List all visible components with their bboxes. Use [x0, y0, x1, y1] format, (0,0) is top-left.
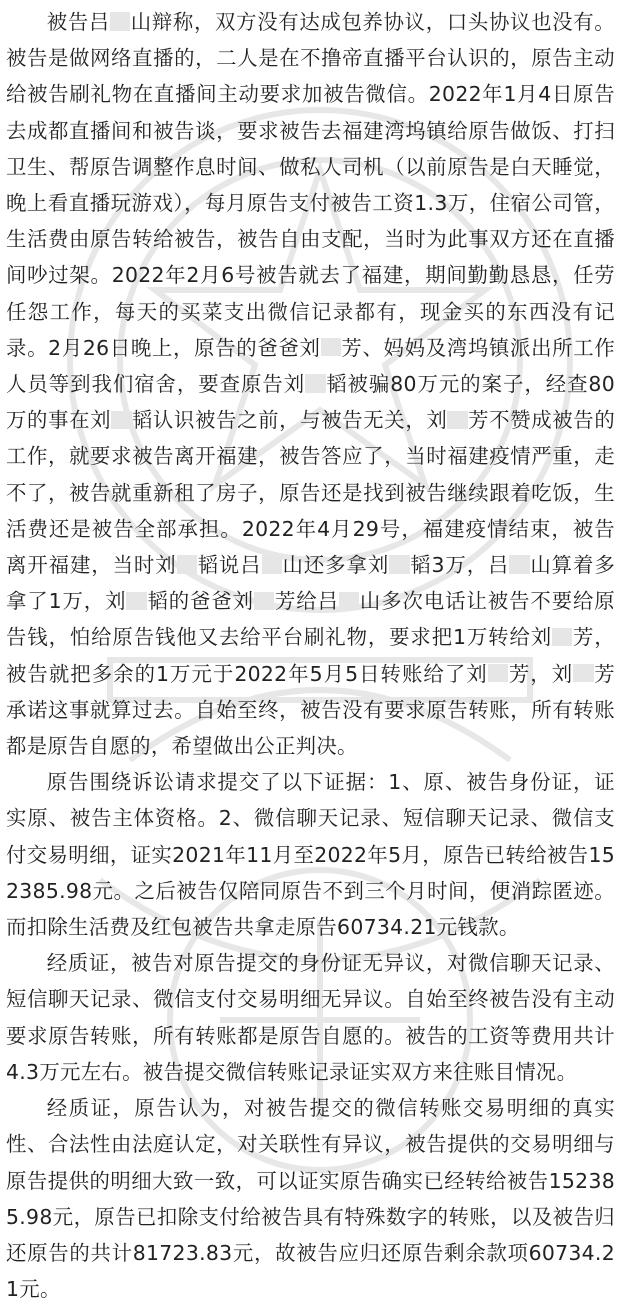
- paragraph-defendant-cross-examination: [6, 945, 615, 1090]
- redaction-mark: [552, 628, 572, 646]
- paragraph-text: 芳，被告就把多余的1万元于2022年5月5日转账给了刘: [6, 625, 615, 686]
- redaction-mark: [447, 411, 467, 429]
- paragraph-plaintiff-evidence: [6, 764, 615, 945]
- redaction-mark: [339, 592, 359, 610]
- paragraph-text: 韬被骗80万元的案子，经查80万的事在刘: [6, 372, 615, 433]
- paragraph-text: 芳，刘: [508, 661, 574, 686]
- redaction-mark: [177, 555, 197, 573]
- redaction-mark: [573, 664, 593, 682]
- paragraph-text: 芳、妈妈及湾坞镇派出所工作人员等到我们宿舍，要查原告刘: [6, 335, 616, 397]
- redaction-mark: [488, 664, 508, 682]
- redaction-mark: [111, 411, 131, 429]
- paragraph-text: 芳给吕: [274, 589, 339, 614]
- redaction-mark: [110, 12, 130, 30]
- paragraph-text: 韬认识被告之前，与被告无关，刘: [131, 408, 448, 433]
- redaction-mark: [305, 374, 325, 392]
- paragraph-text: 经质证，原告认为，对被告提交的微信转账交易明细的真实性、合法性由法庭认定，对关联性有异议，被告提供的交易明细与原告提供的明细大致一致，可以证实原告确实已经转给被告152385.98元，原告已扣除支付给被告具有特殊数字的转账，以及被告归还原告的共计81723.83元，故被告应归还原告剩余款项60734.21元。: [6, 1096, 615, 1302]
- paragraph-text: 韬的爸爸刘: [146, 589, 254, 614]
- paragraph-defendant-argument: [6, 4, 615, 764]
- paragraph-text: 经质证，被告对原告提交的身份证无异议，对微信聊天记录、短信聊天记录、微信支付交易明细无异议。自始至终被告没有主动要求原告转账，所有转账都是原告自愿的。被告的工资等费用共计4.3万元左右。被告提交微信转账记录证实双方来往账目情况。: [6, 951, 615, 1084]
- redaction-mark: [126, 592, 146, 610]
- paragraph-plaintiff-cross-examination: [6, 1090, 615, 1307]
- paragraph-text: 原告围绕诉讼请求提交了以下证据：1、原、被告身份证，证实原、被告主体资格。2、微信聊天记录、短信聊天记录、微信支付交易明细，证实2021年11月至2022年5月，原告已转给被告152385.98元。之后被告仅陪同原告不到三个月时间，便消踪匿迹。而扣除生活费及红包被告共拿走原告60734.21元钱款。: [6, 770, 615, 940]
- redaction-mark: [254, 592, 274, 610]
- paragraph-text: 韬说吕: [196, 553, 262, 578]
- paragraph-text: 山辩称，双方没有达成包养协议，口头协议也没有。被告是做网络直播的，二人是在不撸帝直播平台认识的，原告主动给被告刷礼物在直播间主动要求加被告微信。2022年1月4日原告去成都直播间和被告谈，要求被告去福建湾坞镇给原告做饭、打扫卫生、帮原告调整作息时间、做私人司机（以前原告是白天睡觉，晚上看直播玩游戏），每月原告支付被告工资1.3万，住宿公司管，生活费由原告转给被告，被告自由支配，当时为此事双方还在直播间吵过架。2022年2月6号被告就去了福建，期间勤勤恳恳，任劳任怨工作，每天的买菜支出微信记录都有，现金买的东西没有记录。2月26日晚上，原告的爸爸刘: [6, 10, 615, 360]
- redaction-mark: [509, 555, 529, 573]
- paragraph-text: 芳承诺这事就算过去。自始至终，被告没有要求原告转账，所有转账都是原告自愿的，希望做出公正判决。: [6, 661, 615, 759]
- redaction-mark: [262, 555, 282, 573]
- paragraph-text: 山还多拿刘: [281, 553, 390, 578]
- paragraph-text: 芳不赞成被告的工作，就要求被告离开福建，被告答应了，当时福建疫情严重，走不了，被告就重新租了房子，原告还是找到被告继续跟着吃饭，生活费还是被告全部承担。2022年4月29号，福建疫情结束，被告离开福建，当时刘: [6, 408, 616, 578]
- paragraph-text: 山多次电话让被告不要给原告钱，怕给原告钱他又去给平台刷礼物，要求把1万转给刘: [6, 589, 615, 650]
- paragraph-text: 山算着多拿了1万，刘: [6, 553, 616, 614]
- redaction-mark: [321, 338, 341, 356]
- redaction-mark: [389, 555, 409, 573]
- paragraph-text: 韬3万，吕: [409, 553, 510, 578]
- paragraph-text: 被告吕: [46, 10, 111, 34]
